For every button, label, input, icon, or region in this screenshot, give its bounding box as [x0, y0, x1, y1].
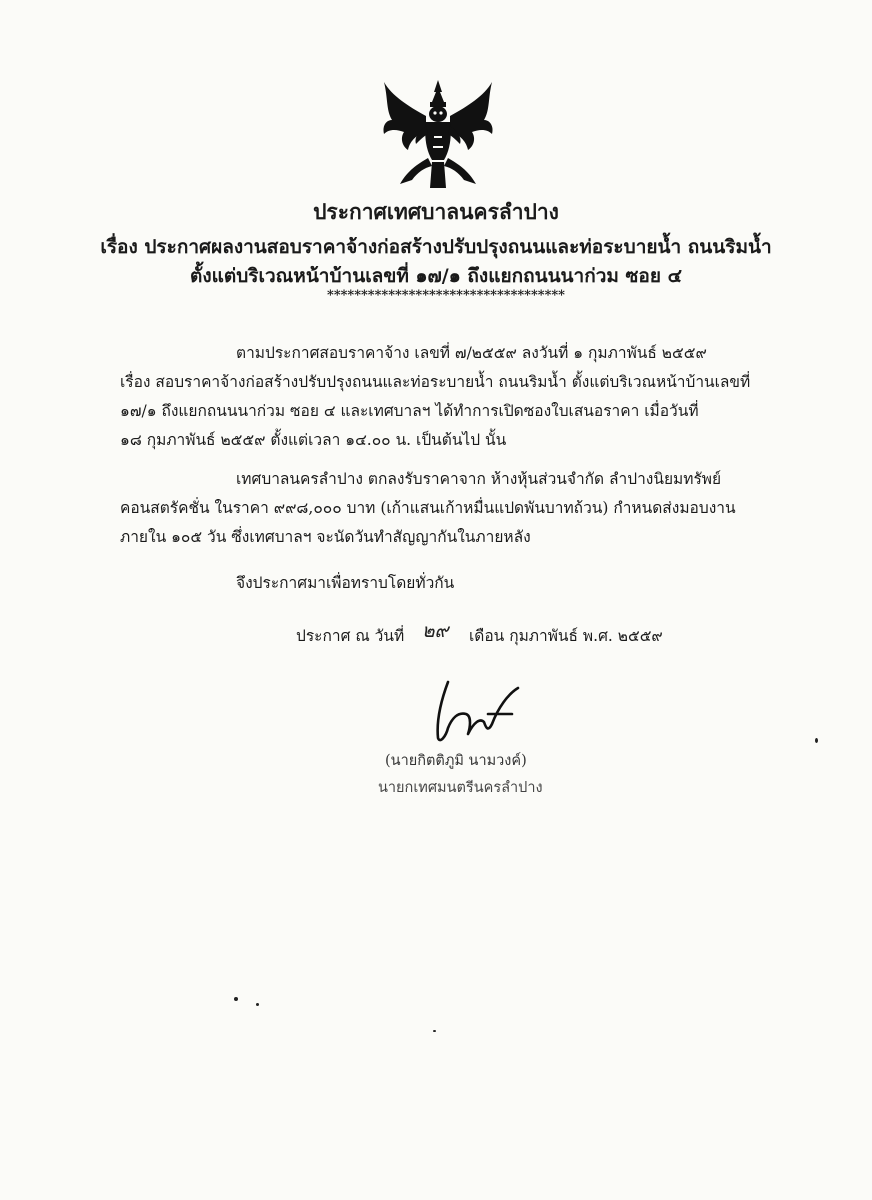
scan-speck	[815, 738, 818, 743]
signatory-name: (นายกิตติภูมิ นามวงค์)	[385, 753, 527, 769]
separator-stars: ***********************************	[327, 288, 565, 303]
paragraph1-line2: เรื่อง สอบราคาจ้างก่อสร้างปรับปรุงถนนและท่อระบายน้ำ ถนนริมน้ำ ตั้งแต่บริเวณหน้าบ้านเลขที่	[120, 373, 751, 391]
scan-speck	[234, 997, 238, 1001]
paragraph1-line3: ๑๗/๑ ถึงแยกถนนนาก่วม ซอย ๔ และเทศบาลฯ ได้ทำการเปิดซองใบเสนอราคา เมื่อวันที่	[120, 402, 699, 420]
handwritten-day: ๒๙	[422, 620, 449, 642]
closing-statement: จึงประกาศมาเพื่อทราบโดยทั่วกัน	[236, 574, 455, 592]
paragraph1-line1: ตามประกาศสอบราคาจ้าง เลขที่ ๗/๒๕๕๙ ลงวันที่ ๑ กุมภาพันธ์ ๒๕๕๙	[236, 344, 707, 362]
date-label: ประกาศ ณ วันที่	[296, 627, 405, 645]
paragraph2-line1: เทศบาลนครลำปาง ตกลงรับราคาจาก ห้างหุ้นส่วนจำกัด ลำปางนิยมทรัพย์	[236, 470, 722, 488]
paragraph2-line2: คอนสตรัคชั่น ในราคา ๙๙๘,๐๐๐ บาท (เก้าแสนเก้าหมื่นแปดพันบาทถ้วน) กำหนดส่งมอบงาน	[120, 499, 736, 517]
handwritten-signature-icon	[428, 678, 524, 746]
paragraph2-line3: ภายใน ๑๐๕ วัน ซึ่งเทศบาลฯ จะนัดวันทำสัญญากันในภายหลัง	[120, 528, 531, 546]
announcement-title: ประกาศเทศบาลนครลำปาง	[313, 199, 559, 224]
subject-line-1: เรื่อง ประกาศผลงานสอบราคาจ้างก่อสร้างปรับปรุงถนนและท่อระบายน้ำ ถนนริมน้ำ	[100, 236, 772, 258]
date-month-year: เดือน กุมภาพันธ์ พ.ศ. ๒๕๕๙	[469, 627, 663, 645]
scan-speck	[256, 1003, 259, 1006]
subject-line-2: ตั้งแต่บริเวณหน้าบ้านเลขที่ ๑๗/๑ ถึงแยกถนนนาก่วม ซอย ๔	[190, 265, 682, 287]
garuda-emblem-icon	[378, 76, 498, 192]
scan-speck	[433, 1030, 436, 1032]
paragraph1-line4: ๑๘ กุมภาพันธ์ ๒๕๕๙ ตั้งแต่เวลา ๑๔.๐๐ น. เป็นต้นไป นั้น	[120, 431, 507, 449]
signatory-position: นายกเทศมนตรีนครลำปาง	[378, 780, 543, 796]
